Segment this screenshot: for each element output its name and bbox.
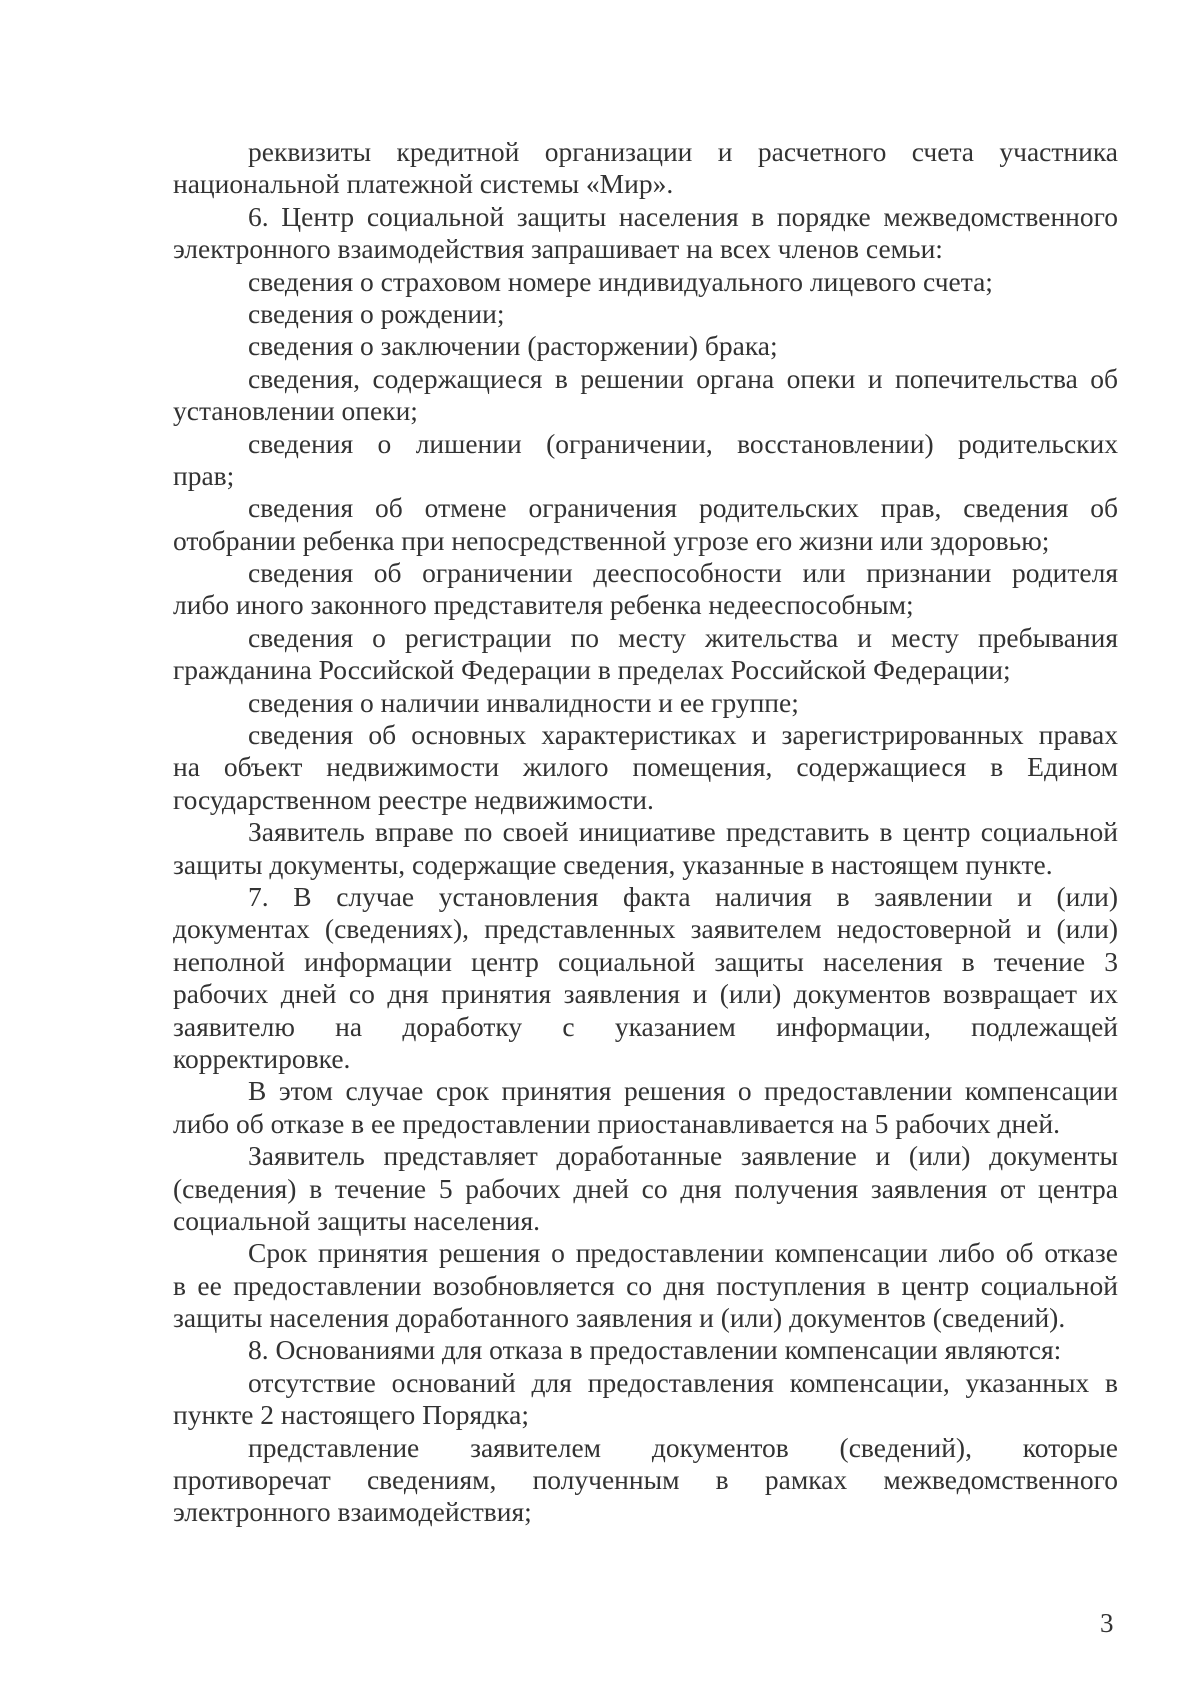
- text-line: (сведения) в течение 5 рабочих дней со дня получения заявления от центра: [173, 1172, 1118, 1204]
- text-line: социальной защиты населения.: [173, 1204, 541, 1236]
- text-line: корректировке.: [173, 1042, 351, 1074]
- text-line: электронного взаимодействия;: [173, 1496, 532, 1528]
- text-line: отсутствие оснований для предоставления компенсации, указанных в: [248, 1366, 1118, 1398]
- text-line: реквизиты кредитной организации и расчетного счета участника: [248, 136, 1118, 167]
- text-line: национальной платежной системы «Мир».: [173, 168, 674, 200]
- text-line: 8. Основаниями для отказа в предоставлении компенсации являются:: [248, 1334, 1062, 1366]
- text-line: 6. Центр социальной защиты населения в порядке межведомственного: [248, 200, 1118, 232]
- text-line: сведения об отмене ограничения родительских прав, сведения об: [248, 492, 1118, 524]
- text-line: Срок принятия решения о предоставлении компенсации либо об отказе: [248, 1237, 1118, 1269]
- text-line: защиты документы, содержащие сведения, указанные в настоящем пункте.: [173, 848, 1053, 880]
- text-line: Заявитель вправе по своей инициативе представить в центр социальной: [248, 816, 1118, 848]
- text-line: государственном реестре недвижимости.: [173, 783, 654, 815]
- text-line: противоречат сведениям, полученным в рамках межведомственного: [173, 1464, 1118, 1496]
- text-line: сведения об ограничении дееспособности или признании родителя: [248, 557, 1118, 589]
- document-body: [173, 136, 1118, 1529]
- text-line: электронного взаимодействия запрашивает на всех членов семьи:: [173, 233, 943, 265]
- text-line: либо об отказе в ее предоставлении приостанавливается на 5 рабочих дней.: [173, 1107, 1060, 1139]
- text-line: сведения, содержащиеся в решении органа опеки и попечительства об: [248, 362, 1118, 394]
- text-line: сведения о рождении;: [248, 297, 505, 329]
- text-line: установлении опеки;: [173, 395, 418, 427]
- text-line: либо иного законного представителя ребенка недееспособным;: [173, 589, 914, 621]
- text-line: документах (сведениях), представленных заявителем недостоверной и (или): [173, 913, 1118, 945]
- text-line: в ее предоставлении возобновляется со дня поступления в центр социальной: [173, 1269, 1118, 1301]
- page-number: 3: [1100, 1608, 1114, 1638]
- text-line: сведения о лишении (ограничении, восстановлении) родительских: [248, 427, 1118, 459]
- text-line: сведения об основных характеристиках и зарегистрированных правах: [248, 719, 1118, 751]
- text-line: 7. В случае установления факта наличия в заявлении и (или): [248, 880, 1118, 912]
- text-line: Заявитель представляет доработанные заявление и (или) документы: [248, 1140, 1118, 1172]
- text-line: В этом случае срок принятия решения о предоставлении компенсации: [248, 1075, 1118, 1107]
- text-line: представление заявителем документов (сведений), которые: [248, 1431, 1118, 1463]
- text-line: неполной информации центр социальной защиты населения в течение 3: [173, 945, 1118, 977]
- text-line: пункте 2 настоящего Порядка;: [173, 1399, 529, 1431]
- text-line: сведения о заключении (расторжении) брака;: [248, 330, 778, 362]
- text-line: рабочих дней со дня принятия заявления и (или) документов возвращает их: [173, 978, 1118, 1010]
- text-line: гражданина Российской Федерации в пределах Российской Федерации;: [173, 654, 1011, 686]
- text-line: сведения о наличии инвалидности и ее группе;: [248, 686, 799, 718]
- text-line: отобрании ребенка при непосредственной угрозе его жизни или здоровью;: [173, 524, 1050, 556]
- text-line: сведения о регистрации по месту жительства и месту пребывания: [248, 621, 1118, 653]
- text-line: прав;: [173, 459, 235, 491]
- text-line: заявителю на доработку с указанием информации, подлежащей: [173, 1010, 1118, 1042]
- text-line: сведения о страховом номере индивидуального лицевого счета;: [248, 265, 993, 297]
- text-line: защиты населения доработанного заявления и (или) документов (сведений).: [173, 1302, 1066, 1334]
- text-line: на объект недвижимости жилого помещения, содержащиеся в Едином: [173, 751, 1118, 783]
